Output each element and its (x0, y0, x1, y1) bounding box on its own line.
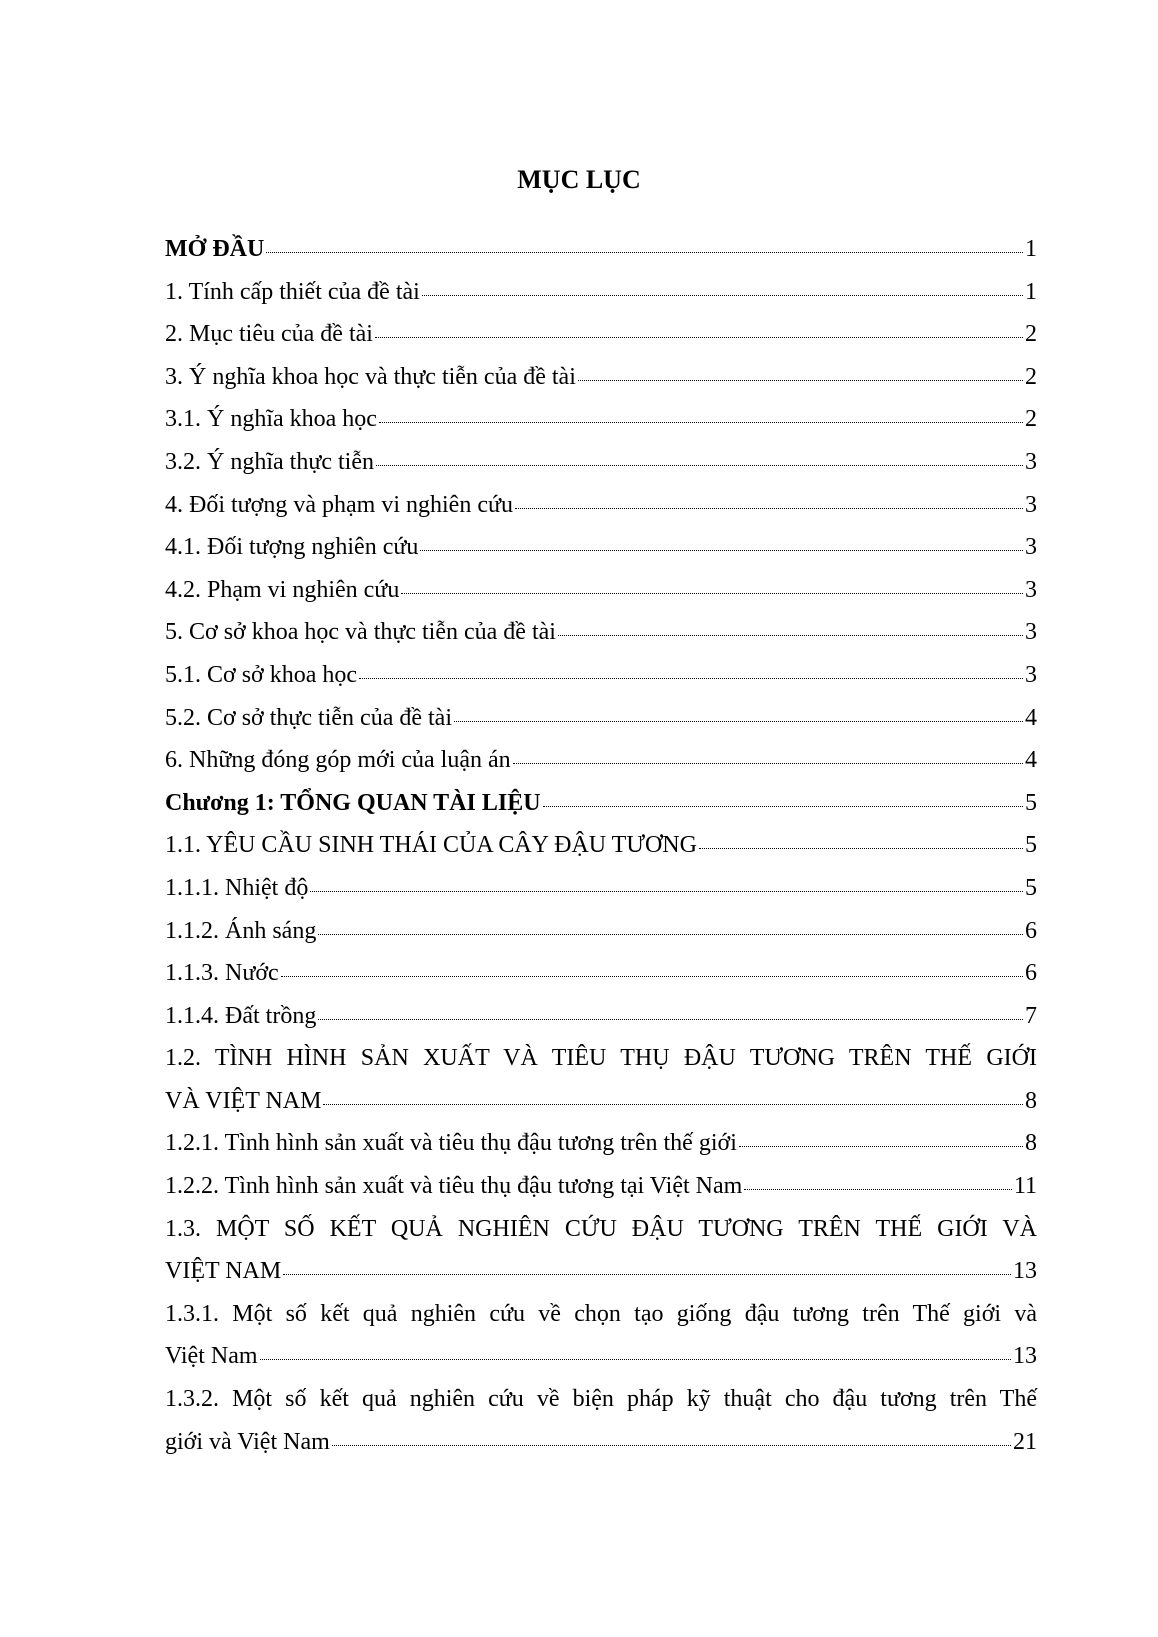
toc-entry[interactable] (165, 910, 1037, 953)
dot-leader (281, 975, 1023, 977)
toc-page-number: 3 (1025, 448, 1037, 475)
toc-entry-first-line: 1.3.2. Một số kết quả nghiên cứu về biện pháp kỹ thuật cho đậu tương trên Thế (165, 1386, 1037, 1413)
toc-entry[interactable] (165, 1335, 1037, 1378)
toc-entry[interactable] (165, 867, 1037, 910)
toc-page-number: 8 (1025, 1130, 1037, 1157)
toc-entry[interactable] (165, 739, 1037, 782)
toc-entry-title: 5.1. Cơ sở khoa học (165, 661, 358, 688)
dot-leader (323, 1103, 1023, 1105)
dot-leader (359, 677, 1023, 679)
toc-entry-title: 1.1.1. Nhiệt độ (165, 874, 309, 901)
dot-leader (420, 549, 1023, 551)
dot-leader (266, 251, 1023, 253)
toc-entry-title: VÀ VIỆT NAM (165, 1087, 322, 1114)
toc-entry-title: 1.1.2. Ánh sáng (165, 917, 317, 944)
toc-entry-title: 1.1.3. Nước (165, 960, 279, 987)
toc-page-number: 2 (1025, 363, 1037, 390)
dot-leader (332, 1444, 1011, 1446)
toc-entry-title: 4.1. Đối tượng nghiên cứu (165, 534, 419, 561)
toc-title: MỤC LỤC (517, 165, 641, 194)
toc-entry-title: 5. Cơ sở khoa học và thực tiễn của đề tài (165, 619, 556, 646)
toc-entry-title: 1.2.1. Tình hình sản xuất và tiêu thụ đậu tương trên thế giới (165, 1130, 737, 1157)
toc-entry[interactable] (165, 526, 1037, 569)
table-of-contents (165, 228, 1037, 1463)
toc-page-number: 5 (1025, 789, 1037, 816)
toc-page-number: 3 (1025, 619, 1037, 646)
toc-page-number: 1 (1025, 278, 1037, 305)
toc-entry-title: giới và Việt Nam (165, 1428, 330, 1455)
toc-entry[interactable] (165, 952, 1037, 995)
dot-leader (318, 1018, 1023, 1020)
toc-entry-title: Việt Nam (165, 1343, 258, 1370)
toc-entry-title: 1.1. YÊU CẦU SINH THÁI CỦA CÂY ĐẬU TƯƠNG (165, 832, 697, 859)
toc-page-number: 4 (1025, 704, 1037, 731)
toc-entry-title: VIỆT NAM (165, 1258, 282, 1285)
toc-page-number: 5 (1025, 874, 1037, 901)
toc-entry[interactable] (165, 824, 1037, 867)
toc-entry-title: 1.1.4. Đất trồng (165, 1002, 317, 1029)
dot-leader (454, 720, 1023, 722)
dot-leader (401, 592, 1023, 594)
toc-page-number: 7 (1025, 1002, 1037, 1029)
toc-entry[interactable] (165, 782, 1037, 825)
dot-leader (558, 634, 1023, 636)
toc-page-number: 13 (1013, 1343, 1037, 1370)
toc-page-number: 8 (1025, 1087, 1037, 1114)
dot-leader (739, 1145, 1023, 1147)
toc-page-number: 13 (1013, 1258, 1037, 1285)
toc-entry-title: Chương 1: TỔNG QUAN TÀI LIỆU (165, 789, 541, 816)
toc-entry-first-line: 1.3.1. Một số kết quả nghiên cứu về chọn tạo giống đậu tương trên Thế giới và (165, 1300, 1037, 1327)
toc-page-number: 6 (1025, 960, 1037, 987)
toc-page-number: 6 (1025, 917, 1037, 944)
toc-entry-title: 6. Những đóng góp mới của luận án (165, 747, 511, 774)
toc-page-number: 3 (1025, 661, 1037, 688)
toc-entry-title: 1. Tính cấp thiết của đề tài (165, 278, 420, 305)
toc-entry-title: 2. Mục tiêu của đề tài (165, 321, 373, 348)
toc-entry[interactable] (165, 1122, 1037, 1165)
dot-leader (699, 847, 1023, 849)
dot-leader (318, 933, 1023, 935)
toc-page-number: 3 (1025, 491, 1037, 518)
toc-entry-title: MỞ ĐẦU (165, 236, 265, 262)
dot-leader (422, 294, 1023, 296)
dot-leader (379, 421, 1023, 423)
toc-entry-first-line: 1.3. MỘT SỐ KẾT QUẢ NGHIÊN CỨU ĐẬU TƯƠNG TRÊN THẾ GIỚI VÀ (165, 1215, 1037, 1242)
toc-entry[interactable] (165, 569, 1037, 612)
toc-entry-title: 5.2. Cơ sở thực tiễn của đề tài (165, 704, 452, 731)
dot-leader (260, 1358, 1011, 1360)
toc-entry[interactable] (165, 398, 1037, 441)
toc-entry[interactable] (165, 484, 1037, 527)
toc-page-number: 11 (1013, 1173, 1037, 1200)
dot-leader (543, 805, 1023, 807)
toc-entry[interactable] (165, 654, 1037, 697)
toc-entry[interactable] (165, 356, 1037, 399)
toc-entry-title: 1.2.2. Tình hình sản xuất và tiêu thụ đậu tương tại Việt Nam (165, 1173, 743, 1200)
toc-entry[interactable] (165, 1421, 1037, 1464)
toc-entry-first-line: 1.2. TÌNH HÌNH SẢN XUẤT VÀ TIÊU THỤ ĐẬU TƯƠNG TRÊN THẾ GIỚI (165, 1045, 1037, 1072)
toc-entry[interactable] (165, 611, 1037, 654)
toc-entry[interactable] (165, 697, 1037, 740)
toc-page-number: 3 (1025, 576, 1037, 603)
dot-leader (515, 507, 1023, 509)
toc-page-number: 2 (1025, 321, 1037, 348)
toc-entry-title: 3.1. Ý nghĩa khoa học (165, 406, 377, 433)
dot-leader (744, 1188, 1012, 1190)
toc-entry[interactable] (165, 271, 1037, 314)
toc-entry[interactable] (165, 995, 1037, 1038)
toc-entry[interactable] (165, 441, 1037, 484)
dot-leader (375, 336, 1023, 338)
toc-entry-title: 4.2. Phạm vi nghiên cứu (165, 576, 400, 603)
toc-entry[interactable] (165, 313, 1037, 356)
toc-entry-title: 3. Ý nghĩa khoa học và thực tiễn của đề tài (165, 363, 576, 390)
dot-leader (310, 890, 1023, 892)
toc-page-number: 2 (1025, 406, 1037, 433)
toc-entry-title: 4. Đối tượng và phạm vi nghiên cứu (165, 491, 513, 518)
toc-entry[interactable] (165, 1080, 1037, 1123)
dot-leader (283, 1273, 1011, 1275)
toc-entry[interactable] (165, 1165, 1037, 1208)
toc-page-number: 21 (1013, 1428, 1037, 1455)
toc-entry[interactable] (165, 1250, 1037, 1293)
toc-page-number: 4 (1025, 747, 1037, 774)
toc-page-number: 5 (1025, 832, 1037, 859)
dot-leader (578, 379, 1023, 381)
toc-page-number: 1 (1025, 236, 1037, 262)
toc-page-number: 3 (1025, 534, 1037, 561)
toc-entry[interactable] (165, 228, 1037, 271)
dot-leader (513, 762, 1023, 764)
dot-leader (376, 464, 1023, 466)
toc-entry-title: 3.2. Ý nghĩa thực tiễn (165, 448, 374, 475)
